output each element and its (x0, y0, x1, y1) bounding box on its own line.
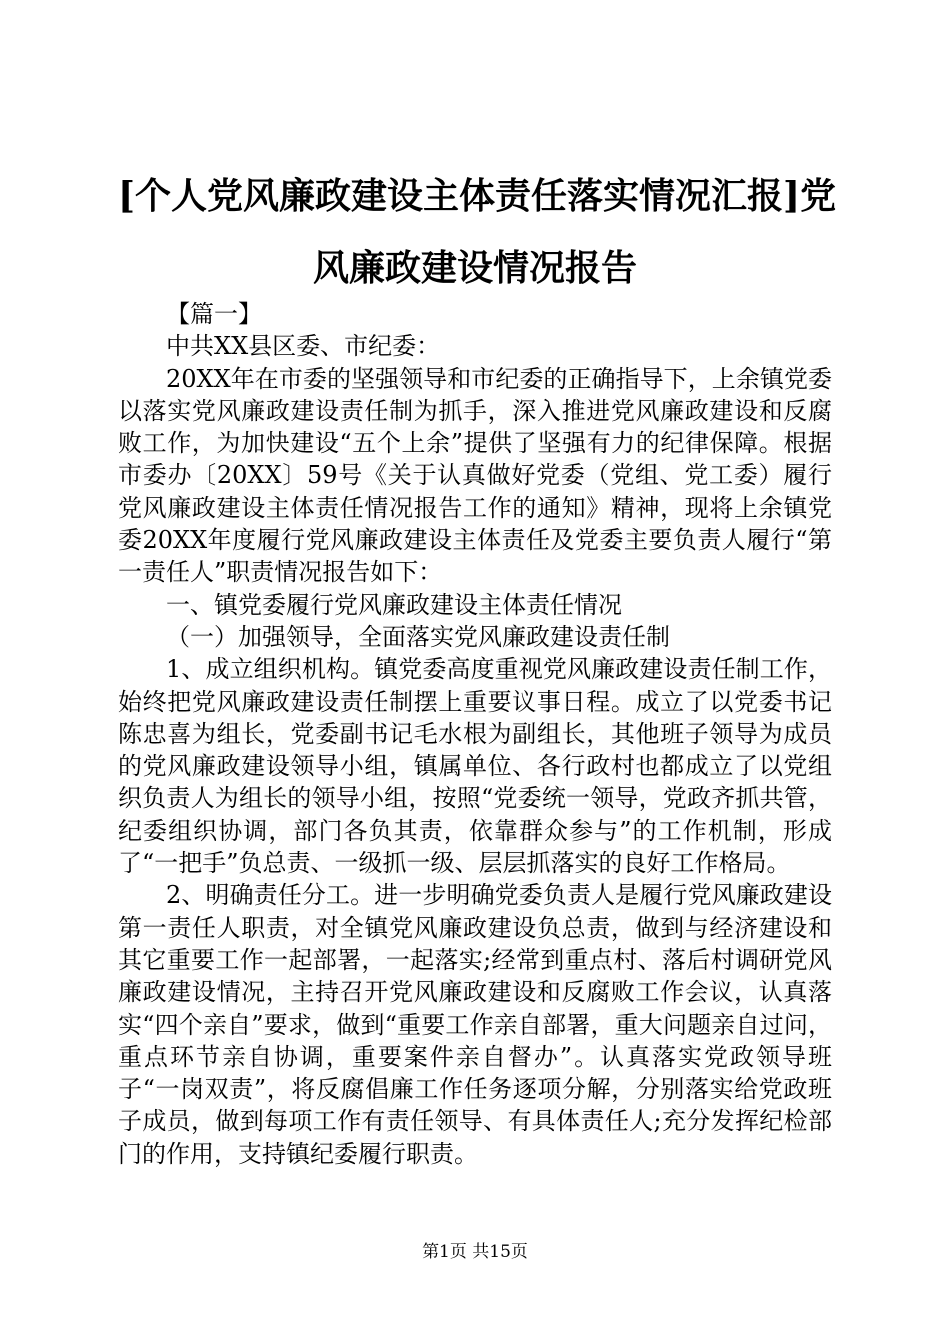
paragraph-item-2: 2、明确责任分工。进一步明确党委负责人是履行党风廉政建设第一责任人职责，对全镇党风廉政建设负总责，做到与经济建设和其它重要工作一起部署，一起落实;经常到重点村、落后村调研党风廉政建设情况，主持召开党风廉政建设和反腐败工作会议，认真落实“四个亲自”要求，做到“重要工作亲自部署，重大问题亲自过问，重点环节亲自协调，重要案件亲自督办”。认真落实党政领导班子“一岗双责”，将反腐倡廉工作任务逐项分解，分别落实给党政班子成员，做到每项工作有责任领导、有具体责任人;充分发挥纪检部门的作用，支持镇纪委履行职责。 (118, 881, 832, 1168)
document-title (118, 160, 837, 304)
title-line-2: 风廉政建设情况报告 (312, 247, 637, 289)
document-body (118, 298, 832, 1170)
heading-subsection-1: （一）加强领导，全面落实党风廉政建设责任制 (166, 622, 670, 651)
paragraph-intro: 20XX年在市委的坚强领导和市纪委的正确指导下，上余镇党委以落实党风廉政建设责任制为抓手，深入推进党风廉政建设和反腐败工作，为加快建设“五个上余”提供了坚强有力的纪律保障。根据市委办〔20XX〕59号《关于认真做好党委（党组、党工委）履行党风廉政建设主体责任情况报告工作的通知》精神，现将上余镇党委20XX年度履行党风廉政建设主体责任及党委主要负责人履行“第一责任人”职责情况报告如下： (118, 364, 832, 587)
paragraph-item-1: 1、成立组织机构。镇党委高度重视党风廉政建设责任制工作，始终把党风廉政建设责任制摆上重要议事日程。成立了以党委书记陈忠喜为组长，党委副书记毛水根为副组长，其他班子领导为成员的党风廉政建设领导小组，镇属单位、各行政村也都成立了以党组织负责人为组长的领导小组，按照“党委统一领导，党政齐抓共管，纪委组织协调，部门各负其责，依靠群众参与”的工作机制，形成了“一把手”负总责、一级抓一级、层层抓落实的良好工作格局。 (118, 655, 832, 878)
heading-section-1: 一、镇党委履行党风廉政建设主体责任情况 (166, 590, 622, 619)
section-tag: 【篇一】 (166, 300, 262, 328)
salutation: 中共XX县区委、市纪委： (166, 332, 441, 361)
page-footer: 第1页 共15页 (422, 1242, 528, 1262)
title-line-1: [个人党风廉政建设主体责任落实情况汇报]党 (118, 175, 837, 217)
